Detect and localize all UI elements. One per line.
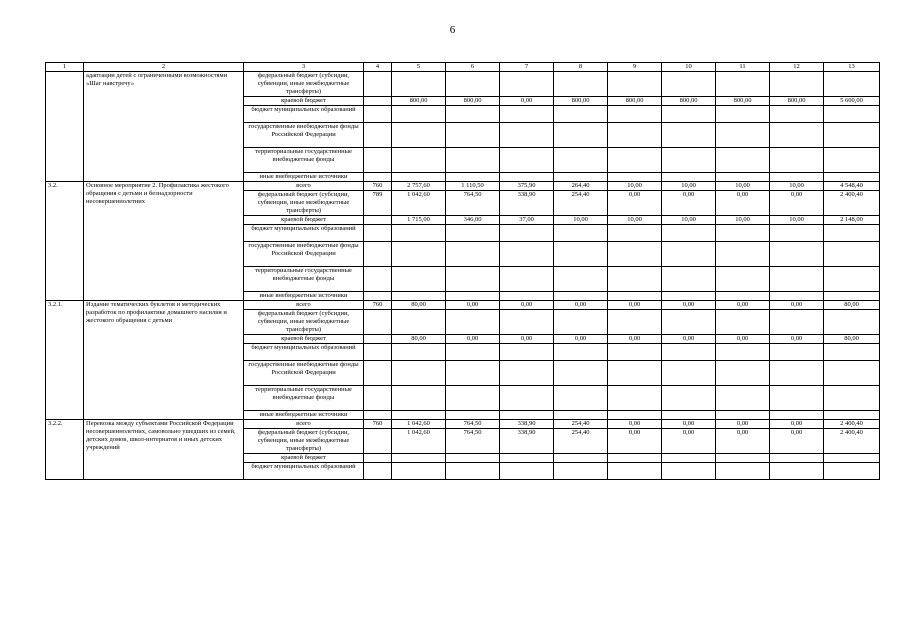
- amount-cell: [500, 361, 554, 386]
- funding-source: всего: [244, 301, 364, 310]
- code-cell: 760: [364, 182, 392, 191]
- amount-cell: 0,00: [770, 301, 824, 310]
- code-cell: [364, 242, 392, 267]
- amount-cell: [554, 225, 608, 242]
- amount-cell: 0,00: [500, 301, 554, 310]
- amount-cell: [446, 463, 500, 480]
- amount-cell: 37,00: [500, 216, 554, 225]
- amount-cell: [392, 292, 446, 301]
- item-code: 3.2.: [46, 182, 84, 301]
- code-cell: [364, 454, 392, 463]
- amount-cell: 0,00: [554, 335, 608, 344]
- amount-cell: 10,00: [716, 216, 770, 225]
- amount-cell: [662, 267, 716, 292]
- budget-table: [45, 62, 880, 480]
- code-cell: 760: [364, 420, 392, 429]
- amount-cell: [446, 106, 500, 123]
- amount-cell: [446, 267, 500, 292]
- amount-cell: [608, 344, 662, 361]
- amount-cell: [662, 225, 716, 242]
- amount-cell: 10,00: [608, 182, 662, 191]
- amount-cell: [662, 72, 716, 97]
- amount-cell: [446, 411, 500, 420]
- amount-cell: [608, 72, 662, 97]
- amount-cell: [392, 411, 446, 420]
- code-cell: [364, 386, 392, 411]
- amount-cell: 0,00: [770, 429, 824, 454]
- item-name: Издание тематических буклетов и методических разработок по профилактике домашнего насилия и жестокого обращения с детьми: [84, 301, 244, 420]
- amount-cell: [824, 310, 880, 335]
- amount-cell: [446, 344, 500, 361]
- amount-cell: [392, 106, 446, 123]
- item-code: 3.2.2.: [46, 420, 84, 480]
- amount-cell: [716, 225, 770, 242]
- funding-source: федеральный бюджет (субсидии, субвенции, иные межбюджетные трансферты): [244, 429, 364, 454]
- amount-cell: [716, 344, 770, 361]
- amount-cell: [662, 173, 716, 182]
- amount-cell: [662, 344, 716, 361]
- amount-cell: [716, 361, 770, 386]
- funding-source: краевой бюджет: [244, 97, 364, 106]
- amount-cell: [770, 173, 824, 182]
- amount-cell: [770, 361, 824, 386]
- amount-cell: 10,00: [554, 216, 608, 225]
- amount-cell: [446, 225, 500, 242]
- amount-cell: [716, 242, 770, 267]
- amount-cell: 2 400,40: [824, 420, 880, 429]
- amount-cell: [392, 361, 446, 386]
- amount-cell: 2 400,40: [824, 191, 880, 216]
- item-name: Основное мероприятие 2. Профилактика жестокого обращения с детьми и безнадзорности несовершеннолетних: [84, 182, 244, 301]
- amount-cell: 0,00: [716, 191, 770, 216]
- amount-cell: 800,00: [716, 97, 770, 106]
- amount-cell: [608, 292, 662, 301]
- amount-cell: 0,00: [770, 191, 824, 216]
- funding-source: всего: [244, 182, 364, 191]
- column-number: 5: [392, 63, 446, 72]
- amount-cell: [608, 361, 662, 386]
- amount-cell: [662, 386, 716, 411]
- column-number: 4: [364, 63, 392, 72]
- amount-cell: [554, 123, 608, 148]
- table-row: [46, 182, 880, 191]
- amount-cell: [824, 344, 880, 361]
- code-cell: [364, 411, 392, 420]
- amount-cell: [716, 173, 770, 182]
- funding-source: краевой бюджет: [244, 454, 364, 463]
- column-number: 1: [46, 63, 84, 72]
- amount-cell: [770, 106, 824, 123]
- amount-cell: [662, 310, 716, 335]
- amount-cell: 10,00: [662, 182, 716, 191]
- amount-cell: [824, 454, 880, 463]
- amount-cell: [392, 148, 446, 173]
- amount-cell: 5 600,00: [824, 97, 880, 106]
- amount-cell: 80,00: [392, 335, 446, 344]
- funding-source: федеральный бюджет (субсидии, субвенции, иные межбюджетные трансферты): [244, 191, 364, 216]
- amount-cell: [770, 225, 824, 242]
- amount-cell: [662, 106, 716, 123]
- amount-cell: [392, 310, 446, 335]
- funding-source: территориальные государственные внебюджетные фонды: [244, 267, 364, 292]
- amount-cell: [662, 463, 716, 480]
- column-number: 8: [554, 63, 608, 72]
- code-cell: [364, 97, 392, 106]
- amount-cell: [554, 454, 608, 463]
- amount-cell: [662, 411, 716, 420]
- amount-cell: [608, 123, 662, 148]
- table-header-row: [46, 63, 880, 72]
- amount-cell: 800,00: [608, 97, 662, 106]
- amount-cell: [824, 123, 880, 148]
- funding-source: бюджет муниципальных образований: [244, 106, 364, 123]
- amount-cell: [770, 123, 824, 148]
- amount-cell: [500, 386, 554, 411]
- code-cell: [364, 292, 392, 301]
- amount-cell: 1 042,60: [392, 191, 446, 216]
- amount-cell: [662, 292, 716, 301]
- item-name: Перевозка между субъектами Российской Федерации несовершеннолетних, самовольно ушедших из семей, детских домов, школ-интернатов и иных детских учреждений: [84, 420, 244, 480]
- amount-cell: [446, 310, 500, 335]
- column-number: 7: [500, 63, 554, 72]
- amount-cell: 80,00: [392, 301, 446, 310]
- funding-source: всего: [244, 420, 364, 429]
- amount-cell: 764,50: [446, 420, 500, 429]
- code-cell: [364, 429, 392, 454]
- code-cell: [364, 106, 392, 123]
- amount-cell: [392, 173, 446, 182]
- amount-cell: [392, 344, 446, 361]
- funding-source: иные внебюджетные источники: [244, 173, 364, 182]
- amount-cell: 0,00: [608, 429, 662, 454]
- amount-cell: [770, 411, 824, 420]
- amount-cell: [446, 386, 500, 411]
- amount-cell: 10,00: [716, 182, 770, 191]
- amount-cell: [554, 292, 608, 301]
- amount-cell: [554, 106, 608, 123]
- amount-cell: [770, 148, 824, 173]
- code-cell: [364, 216, 392, 225]
- amount-cell: [392, 463, 446, 480]
- amount-cell: [446, 148, 500, 173]
- amount-cell: [824, 72, 880, 97]
- amount-cell: [608, 411, 662, 420]
- amount-cell: [554, 463, 608, 480]
- amount-cell: [446, 242, 500, 267]
- amount-cell: 0,00: [716, 420, 770, 429]
- amount-cell: [770, 72, 824, 97]
- amount-cell: 0,00: [770, 335, 824, 344]
- amount-cell: [662, 123, 716, 148]
- amount-cell: [392, 225, 446, 242]
- amount-cell: [824, 386, 880, 411]
- amount-cell: [446, 173, 500, 182]
- amount-cell: 10,00: [662, 216, 716, 225]
- amount-cell: [446, 454, 500, 463]
- amount-cell: [608, 463, 662, 480]
- amount-cell: [446, 361, 500, 386]
- amount-cell: [608, 225, 662, 242]
- code-cell: [364, 225, 392, 242]
- amount-cell: [500, 72, 554, 97]
- funding-source: бюджет муниципальных образований: [244, 463, 364, 480]
- amount-cell: [500, 454, 554, 463]
- amount-cell: 375,90: [500, 182, 554, 191]
- amount-cell: [716, 454, 770, 463]
- amount-cell: [392, 386, 446, 411]
- amount-cell: 800,00: [446, 97, 500, 106]
- amount-cell: 0,00: [446, 301, 500, 310]
- amount-cell: [500, 123, 554, 148]
- amount-cell: [824, 225, 880, 242]
- amount-cell: 1 042,60: [392, 420, 446, 429]
- amount-cell: 0,00: [716, 335, 770, 344]
- amount-cell: 0,00: [500, 335, 554, 344]
- amount-cell: [554, 267, 608, 292]
- amount-cell: 0,00: [662, 301, 716, 310]
- amount-cell: [392, 267, 446, 292]
- amount-cell: [608, 454, 662, 463]
- amount-cell: [662, 454, 716, 463]
- table-row: [46, 72, 880, 97]
- amount-cell: 0,00: [608, 301, 662, 310]
- funding-source: государственные внебюджетные фонды Российской Федерации: [244, 361, 364, 386]
- amount-cell: 800,00: [392, 97, 446, 106]
- funding-source: иные внебюджетные источники: [244, 292, 364, 301]
- amount-cell: [554, 242, 608, 267]
- amount-cell: [554, 310, 608, 335]
- amount-cell: [716, 386, 770, 411]
- code-cell: [364, 123, 392, 148]
- amount-cell: 80,00: [824, 301, 880, 310]
- amount-cell: 0,00: [500, 97, 554, 106]
- column-number: 12: [770, 63, 824, 72]
- amount-cell: [500, 463, 554, 480]
- funding-source: государственные внебюджетные фонды Российской Федерации: [244, 242, 364, 267]
- amount-cell: 0,00: [446, 335, 500, 344]
- code-cell: [364, 344, 392, 361]
- amount-cell: 10,00: [770, 182, 824, 191]
- amount-cell: [500, 411, 554, 420]
- amount-cell: [662, 148, 716, 173]
- amount-cell: [554, 386, 608, 411]
- amount-cell: [716, 463, 770, 480]
- page-number: 6: [449, 24, 456, 36]
- amount-cell: 0,00: [608, 420, 662, 429]
- amount-cell: [716, 106, 770, 123]
- amount-cell: [500, 310, 554, 335]
- amount-cell: 80,00: [824, 335, 880, 344]
- amount-cell: 0,00: [662, 335, 716, 344]
- amount-cell: [500, 242, 554, 267]
- amount-cell: [608, 173, 662, 182]
- amount-cell: [392, 72, 446, 97]
- funding-source: краевой бюджет: [244, 216, 364, 225]
- amount-cell: [608, 386, 662, 411]
- code-cell: [364, 72, 392, 97]
- amount-cell: [716, 123, 770, 148]
- amount-cell: 254,40: [554, 191, 608, 216]
- amount-cell: [716, 411, 770, 420]
- amount-cell: [500, 292, 554, 301]
- amount-cell: [716, 148, 770, 173]
- amount-cell: [500, 267, 554, 292]
- amount-cell: [824, 411, 880, 420]
- column-number: 9: [608, 63, 662, 72]
- amount-cell: 0,00: [608, 191, 662, 216]
- amount-cell: [392, 454, 446, 463]
- amount-cell: 0,00: [662, 191, 716, 216]
- amount-cell: [770, 386, 824, 411]
- amount-cell: 800,00: [554, 97, 608, 106]
- amount-cell: 2 148,00: [824, 216, 880, 225]
- amount-cell: [608, 242, 662, 267]
- amount-cell: 1 715,00: [392, 216, 446, 225]
- code-cell: 760: [364, 301, 392, 310]
- amount-cell: [500, 344, 554, 361]
- item-code: [46, 72, 84, 182]
- amount-cell: 264,40: [554, 182, 608, 191]
- amount-cell: 10,00: [770, 216, 824, 225]
- amount-cell: [662, 361, 716, 386]
- code-cell: [364, 310, 392, 335]
- amount-cell: 2 757,60: [392, 182, 446, 191]
- amount-cell: 2 400,40: [824, 429, 880, 454]
- amount-cell: [824, 242, 880, 267]
- funding-source: бюджет муниципальных образований: [244, 344, 364, 361]
- table-row: [46, 301, 880, 310]
- amount-cell: [500, 106, 554, 123]
- amount-cell: 254,40: [554, 420, 608, 429]
- column-number: 6: [446, 63, 500, 72]
- amount-cell: [500, 225, 554, 242]
- amount-cell: [770, 292, 824, 301]
- amount-cell: [770, 454, 824, 463]
- amount-cell: 338,90: [500, 420, 554, 429]
- amount-cell: [446, 292, 500, 301]
- code-cell: [364, 463, 392, 480]
- amount-cell: 1 042,60: [392, 429, 446, 454]
- amount-cell: [824, 173, 880, 182]
- amount-cell: [500, 148, 554, 173]
- amount-cell: [824, 267, 880, 292]
- funding-source: государственные внебюджетные фонды Российской Федерации: [244, 123, 364, 148]
- column-number: 11: [716, 63, 770, 72]
- amount-cell: 1 110,50: [446, 182, 500, 191]
- column-number: 10: [662, 63, 716, 72]
- amount-cell: [392, 123, 446, 148]
- amount-cell: 0,00: [716, 301, 770, 310]
- amount-cell: [554, 344, 608, 361]
- column-number: 3: [244, 63, 364, 72]
- amount-cell: [446, 123, 500, 148]
- item-name: адаптации детей с ограниченными возможностями «Шаг навстречу»: [84, 72, 244, 182]
- amount-cell: [716, 310, 770, 335]
- amount-cell: 338,90: [500, 191, 554, 216]
- amount-cell: [770, 463, 824, 480]
- funding-source: краевой бюджет: [244, 335, 364, 344]
- amount-cell: [554, 411, 608, 420]
- amount-cell: [824, 361, 880, 386]
- amount-cell: [716, 292, 770, 301]
- amount-cell: 800,00: [770, 97, 824, 106]
- amount-cell: [554, 173, 608, 182]
- item-code: 3.2.1.: [46, 301, 84, 420]
- amount-cell: [446, 72, 500, 97]
- table-body: [46, 63, 880, 480]
- code-cell: [364, 335, 392, 344]
- amount-cell: 0,00: [770, 420, 824, 429]
- code-cell: [364, 173, 392, 182]
- amount-cell: 0,00: [662, 420, 716, 429]
- amount-cell: [770, 267, 824, 292]
- amount-cell: 10,00: [608, 216, 662, 225]
- amount-cell: 764,50: [446, 191, 500, 216]
- amount-cell: [824, 106, 880, 123]
- amount-cell: [716, 267, 770, 292]
- code-cell: [364, 148, 392, 173]
- amount-cell: 338,90: [500, 429, 554, 454]
- amount-cell: 346,00: [446, 216, 500, 225]
- funding-source: федеральный бюджет (субсидии, субвенции, иные межбюджетные трансферты): [244, 72, 364, 97]
- amount-cell: [500, 173, 554, 182]
- amount-cell: [716, 72, 770, 97]
- column-number: 13: [824, 63, 880, 72]
- code-cell: [364, 361, 392, 386]
- amount-cell: [608, 106, 662, 123]
- amount-cell: 800,00: [662, 97, 716, 106]
- funding-source: иные внебюджетные источники: [244, 411, 364, 420]
- table-row: [46, 420, 880, 429]
- amount-cell: [554, 361, 608, 386]
- column-number: 2: [84, 63, 244, 72]
- amount-cell: 0,00: [554, 301, 608, 310]
- amount-cell: [554, 148, 608, 173]
- amount-cell: 4 548,40: [824, 182, 880, 191]
- amount-cell: [392, 242, 446, 267]
- amount-cell: [554, 72, 608, 97]
- funding-source: федеральный бюджет (субсидии, субвенции, иные межбюджетные трансферты): [244, 310, 364, 335]
- amount-cell: [824, 292, 880, 301]
- amount-cell: [770, 242, 824, 267]
- amount-cell: [608, 267, 662, 292]
- funding-source: территориальные государственные внебюджетные фонды: [244, 148, 364, 173]
- amount-cell: 764,50: [446, 429, 500, 454]
- code-cell: [364, 267, 392, 292]
- funding-source: территориальные государственные внебюджетные фонды: [244, 386, 364, 411]
- amount-cell: 254,40: [554, 429, 608, 454]
- amount-cell: [608, 310, 662, 335]
- amount-cell: 0,00: [716, 429, 770, 454]
- amount-cell: [608, 148, 662, 173]
- amount-cell: 0,00: [608, 335, 662, 344]
- amount-cell: [770, 344, 824, 361]
- amount-cell: [770, 310, 824, 335]
- amount-cell: [662, 242, 716, 267]
- amount-cell: 0,00: [662, 429, 716, 454]
- amount-cell: [824, 148, 880, 173]
- amount-cell: [824, 463, 880, 480]
- code-cell: 789: [364, 191, 392, 216]
- funding-source: бюджет муниципальных образований: [244, 225, 364, 242]
